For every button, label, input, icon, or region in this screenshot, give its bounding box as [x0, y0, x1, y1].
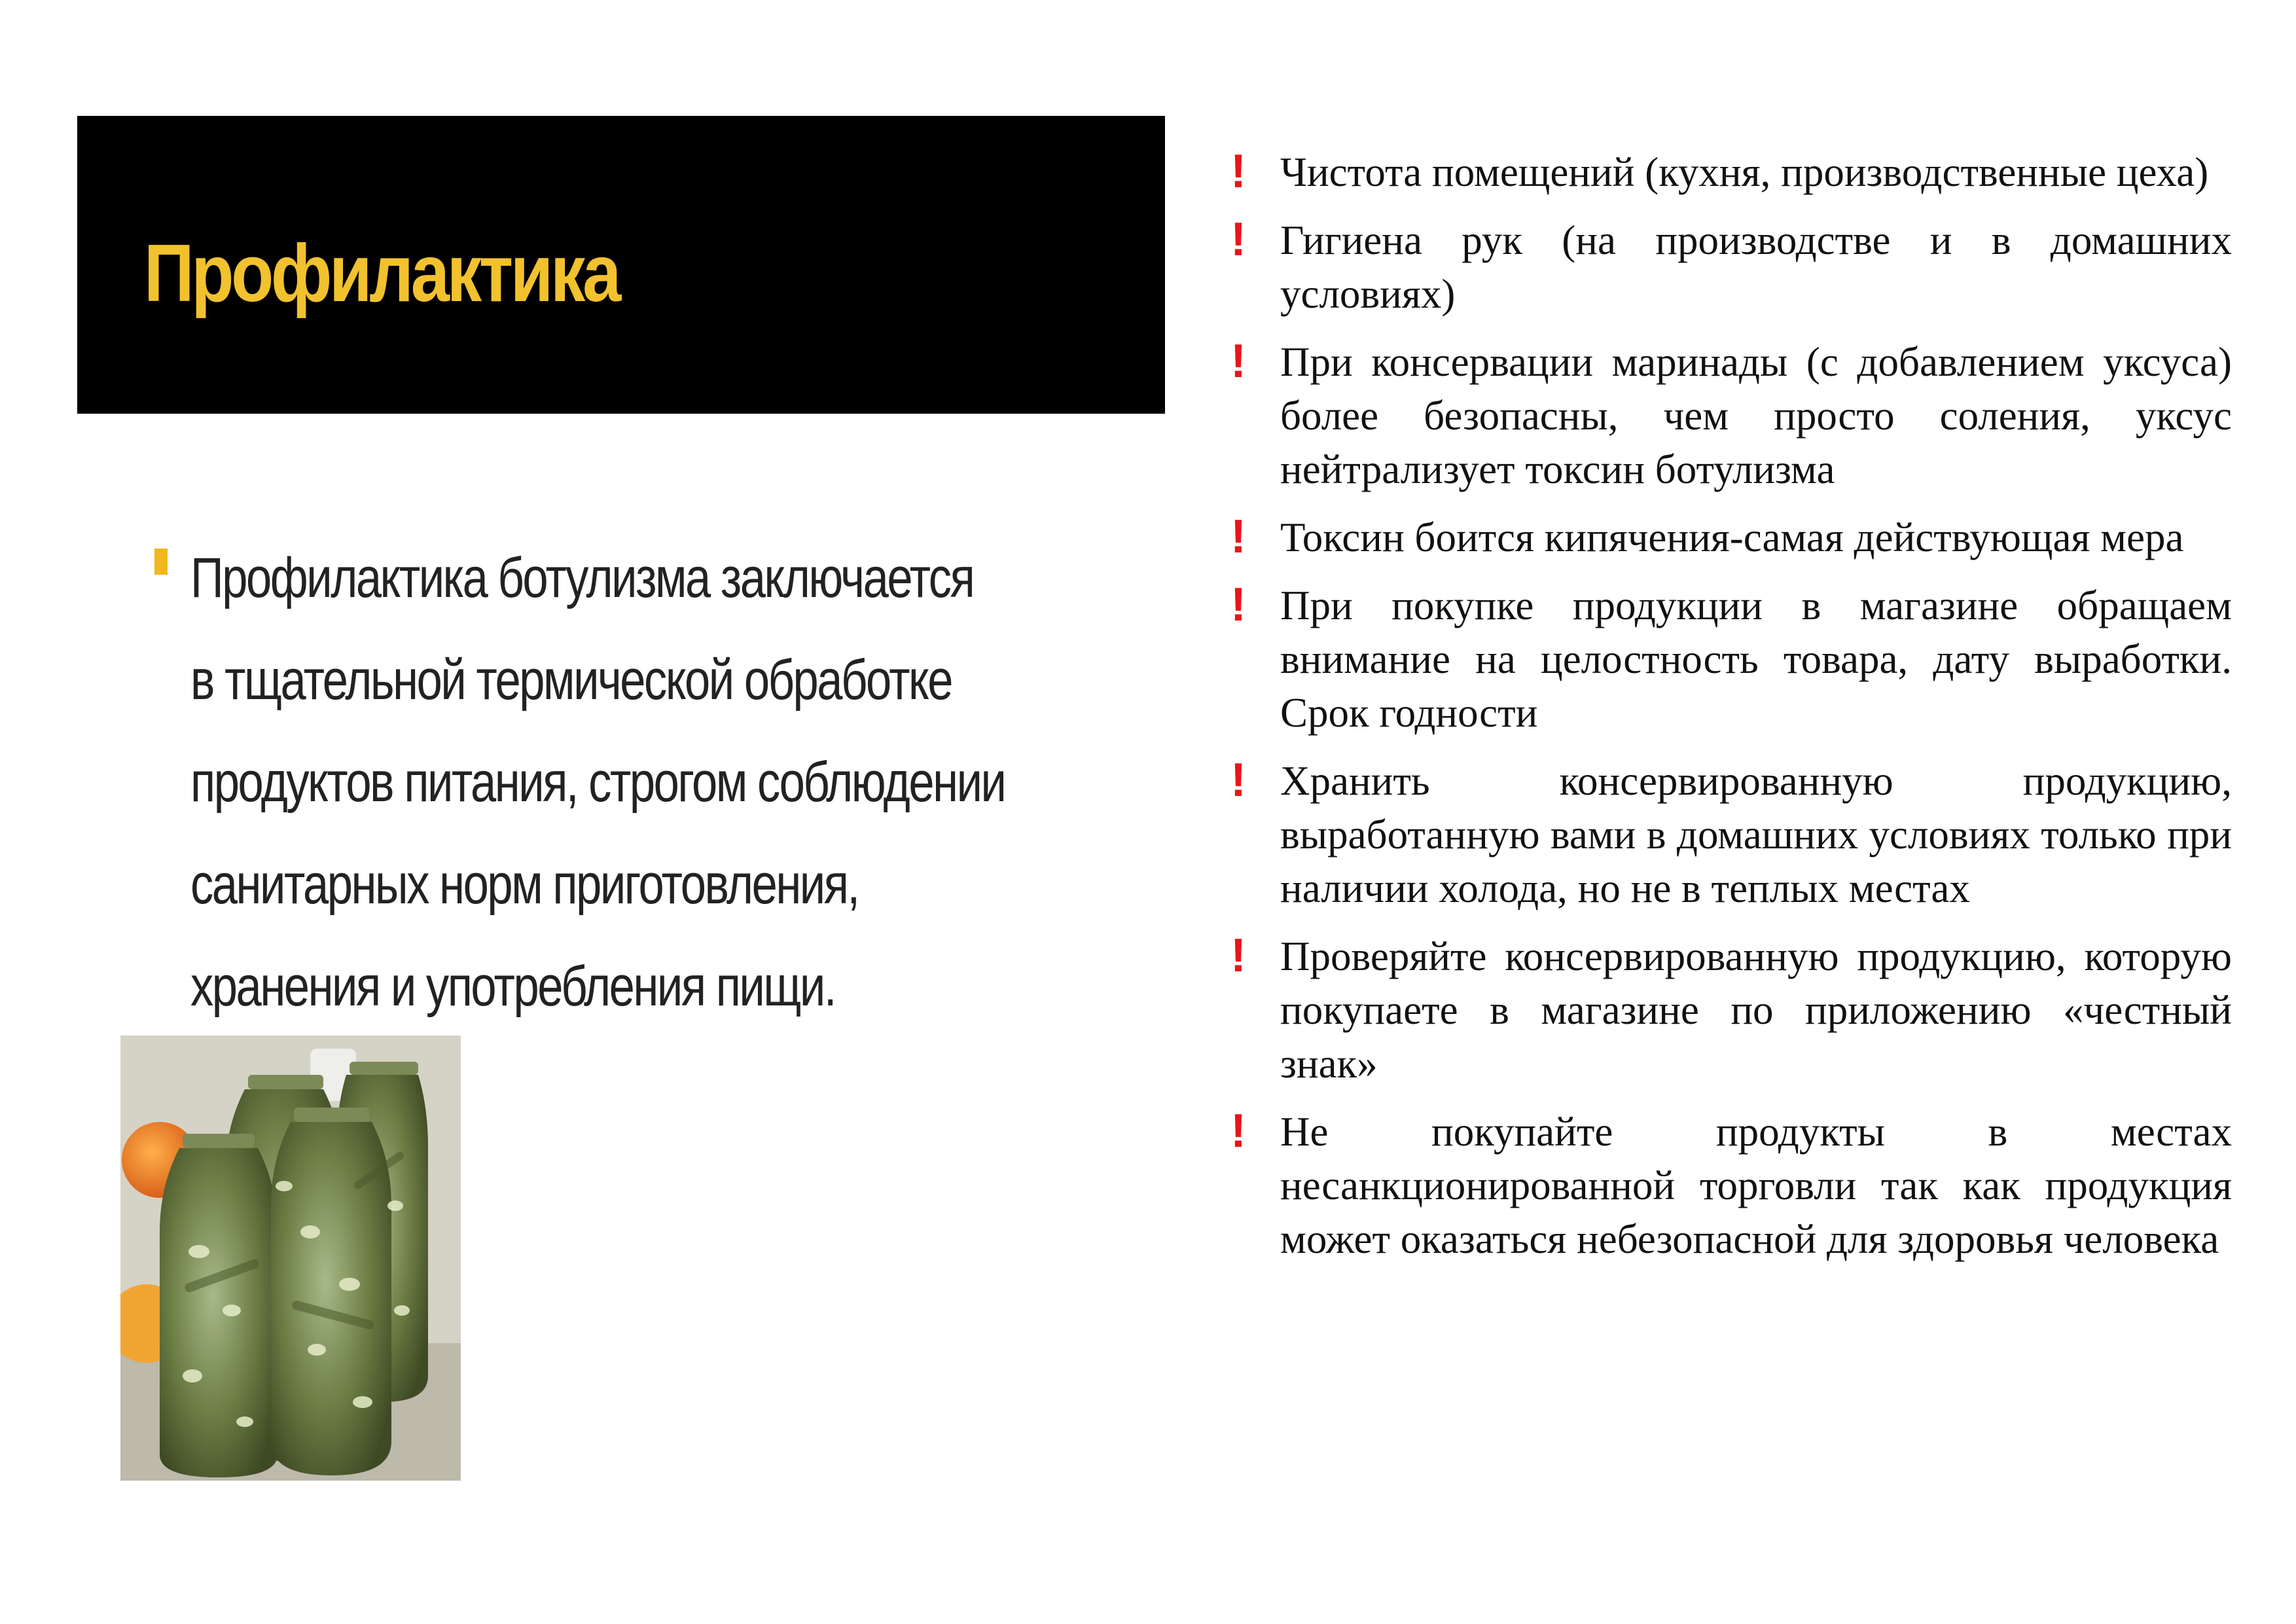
prevention-text	[190, 527, 1017, 1038]
list-item	[1230, 929, 2232, 1091]
list-item	[1230, 579, 2232, 740]
exclamation-icon: !	[1230, 511, 1246, 563]
list-item	[1230, 511, 2232, 564]
exclamation-icon: !	[1230, 145, 1246, 198]
list-item-text: Хранить консервированную продукцию, выработанную вами в домашних условиях только при наличии холода, но не в теплых местах	[1280, 758, 2232, 911]
pickled-jars-illustration	[120, 1036, 461, 1481]
pickled-jars-photo	[120, 1036, 461, 1481]
list-item-text: Гигиена рук (на производстве и в домашних условиях)	[1280, 217, 2232, 317]
exclamation-icon: !	[1230, 335, 1246, 388]
exclamation-icon: !	[1230, 1105, 1246, 1157]
prevention-line: продуктов питания, строгом соблюдении	[190, 751, 1005, 814]
banner-title: Профилактика	[144, 228, 619, 319]
prevention-line: хранения и употребления пищи.	[190, 955, 835, 1018]
list-item-text: Не покупайте продукты в местах несанкционированной торговли так как продукция может оказаться небезопасной для здоровья человека	[1280, 1109, 2232, 1262]
list-item	[1230, 754, 2232, 915]
safety-rules-list	[1230, 145, 2232, 1280]
list-item-text: При консервации маринады (с добавлением уксуса) более безопасны, чем просто соления, уксус нейтрализует токсин ботулизма	[1280, 339, 2232, 492]
exclamation-icon: !	[1230, 929, 1246, 982]
exclamation-icon: !	[1230, 213, 1246, 266]
list-item-text: Чистота помещений (кухня, производственные цеха)	[1280, 149, 2209, 195]
title-banner	[77, 116, 1165, 414]
list-item	[1230, 1105, 2232, 1266]
list-item-text: При покупке продукции в магазине обращаем внимание на целостность товара, дату выработки. Срок годности	[1280, 583, 2232, 736]
list-item	[1230, 335, 2232, 496]
list-item	[1230, 213, 2232, 321]
prevention-line: Профилактика ботулизма заключается	[190, 547, 974, 609]
prevention-line: санитарных норм приготовления,	[190, 853, 859, 916]
square-bullet-icon	[154, 549, 168, 575]
exclamation-icon: !	[1230, 754, 1246, 806]
list-item-text: Проверяйте консервированную продукцию, которую покупаете в магазине по приложению «честный знак»	[1280, 933, 2232, 1087]
prevention-line: в тщательной термической обработке	[190, 649, 952, 712]
exclamation-icon: !	[1230, 579, 1246, 631]
list-item-text: Токсин боится кипячения-самая действующая мера	[1280, 514, 2184, 560]
list-item	[1230, 145, 2232, 199]
